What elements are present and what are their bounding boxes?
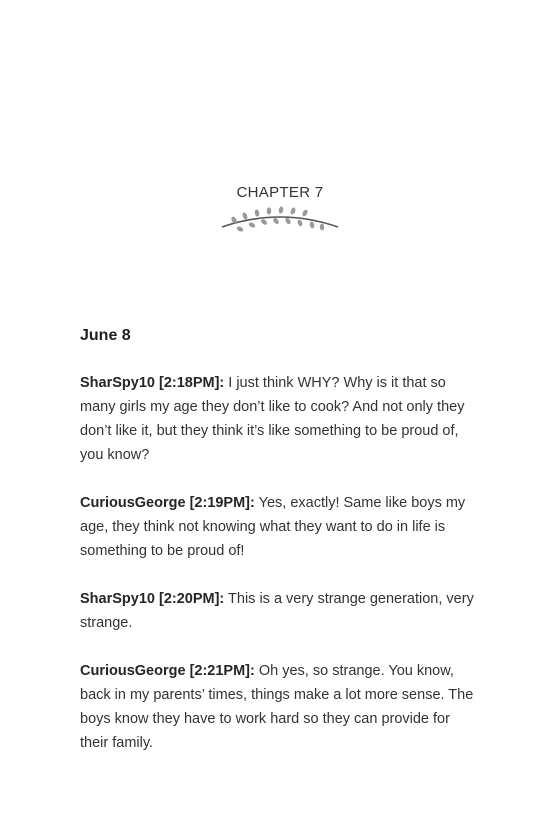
- chapter-title: CHAPTER 7: [236, 184, 324, 201]
- chat-message: This is a very strange generation, very strange.: [80, 591, 474, 631]
- chat-message: Yes, exactly! Same like boys my age, they think not knowing what they want to do in life is something to be proud of!: [80, 495, 466, 559]
- chat-speaker: SharSpy10 [2:20PM]:: [80, 591, 225, 607]
- chat-speaker: CuriousGeorge [2:21PM]:: [80, 663, 255, 679]
- chat-log: [80, 324, 480, 779]
- chapter-header: [0, 184, 560, 233]
- chat-message: I just think WHY? Why is it that so many girls my age they don’t like to cook? And not only they don’t like it, but they think it’s like something to be proud of, you know?: [80, 375, 465, 463]
- chat-entry: [80, 491, 480, 563]
- chat-speaker: SharSpy10 [2:18PM]:: [80, 375, 225, 391]
- laurel-ornament-icon: [218, 203, 342, 233]
- chat-entry: [80, 659, 480, 755]
- chat-entry: [80, 587, 480, 635]
- chat-entry: [80, 371, 480, 467]
- date-heading: June 8: [80, 327, 131, 344]
- chat-speaker: CuriousGeorge [2:19PM]:: [80, 495, 255, 511]
- chat-message: Oh yes, so strange. You know, back in my parents’ times, things make a lot more sense. The boys know they have to work hard so they can provide for their family.: [80, 663, 474, 751]
